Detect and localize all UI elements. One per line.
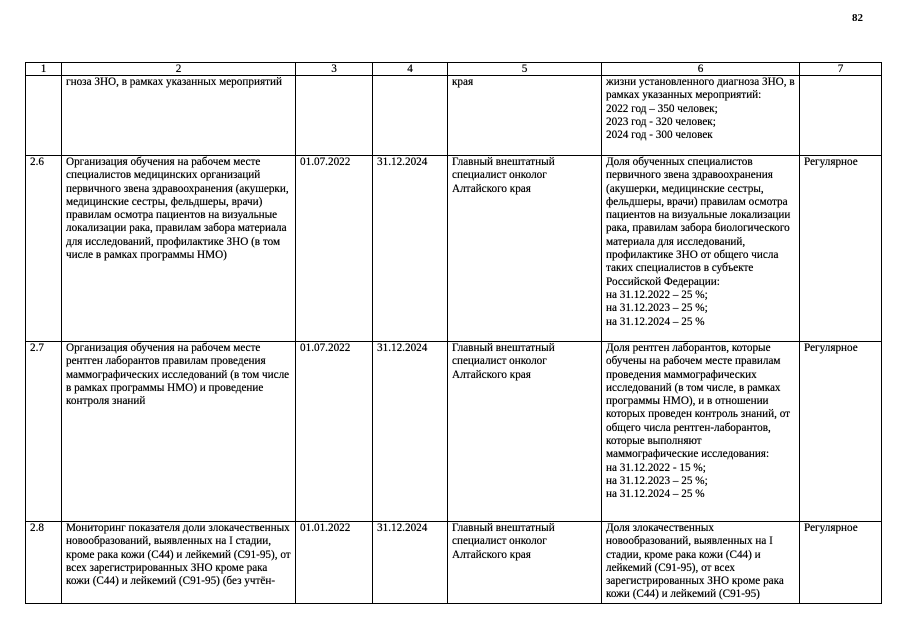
start-date-cell: 01.07.2022: [296, 156, 373, 342]
start-date-cell: 01.07.2022: [296, 342, 373, 522]
column-header: 1: [26, 63, 62, 76]
column-number-row: [26, 63, 882, 76]
end-date-cell: [373, 76, 448, 156]
event-cell: Мониторинг показателя доли злокачественных новообразований, выявленных на I стадии, кроме рака кожи (С44) и лейкемий (С91-95), от всех зарегистрированных ЗНО кроме рака кожи (С44) и лейкемий (С91-95) (без учтён-: [62, 522, 296, 604]
end-date-cell: 31.12.2024: [373, 342, 448, 522]
type-cell: Регулярное: [800, 522, 882, 604]
type-cell: Регулярное: [800, 156, 882, 342]
column-header: 3: [296, 63, 373, 76]
indicator-cell: Доля рентген лаборантов, которые обучены на рабочем месте правилам проведения маммографических исследований (в том числе, в рамках программы НМО), и в отношении которых проведен контроль знаний, от общего числа рентген-лаборантов, которые выполняют маммографические исследования: на 31.12.2022 - 15 %; на 31.12.2023 – 25 %; на 31.12.2024 – 25 %: [602, 342, 800, 522]
event-cell: Организация обучения на рабочем месте рентген лаборантов правилам проведения маммографических исследований (в том числе в рамках программы НМО) и проведение контроля знаний: [62, 342, 296, 522]
indicator-cell: жизни установленного диагноза ЗНО, в рамках указанных мероприятий: 2022 год – 350 человек; 2023 год - 320 человек; 2024 год - 300 человек: [602, 76, 800, 156]
column-header: 5: [448, 63, 602, 76]
responsible-cell: края: [448, 76, 602, 156]
column-header: 6: [602, 63, 800, 76]
event-cell: Организация обучения на рабочем месте специалистов медицинских организаций первичного звена здравоохранения (акушерки, медицинские сестры, фельдшеры, врачи) правилам осмотра пациентов на визуальные локализации рака, правилам забора материала для исследований, профилактике ЗНО (в том числе в рамках программы НМО): [62, 156, 296, 342]
row-number: 2.6: [26, 156, 62, 342]
responsible-cell: Главный внештатный специалист онколог Алтайского края: [448, 156, 602, 342]
table-row: [26, 342, 882, 522]
event-cell: гноза ЗНО, в рамках указанных мероприятий: [62, 76, 296, 156]
table-row: [26, 156, 882, 342]
start-date-cell: [296, 76, 373, 156]
type-cell: Регулярное: [800, 342, 882, 522]
indicator-cell: Доля обученных специалистов первичного звена здравоохранения (акушерки, медицинские сестры, фельдшеры, врачи) правилам осмотра пациентов на визуальные локализации рака, правилам забора биологического материала для исследований, профилактике ЗНО от общего числа таких специалистов в субъекте Российской Федерации: на 31.12.2022 – 25 %; на 31.12.2023 – 25 %; на 31.12.2024 – 25 %: [602, 156, 800, 342]
plan-table: [25, 62, 882, 604]
start-date-cell: 01.01.2022: [296, 522, 373, 604]
row-number: 2.7: [26, 342, 62, 522]
responsible-cell: Главный внештатный специалист онколог Алтайского края: [448, 522, 602, 604]
end-date-cell: 31.12.2024: [373, 522, 448, 604]
row-number: [26, 76, 62, 156]
responsible-cell: Главный внештатный специалист онколог Алтайского края: [448, 342, 602, 522]
column-header: 7: [800, 63, 882, 76]
type-cell: [800, 76, 882, 156]
table-row: [26, 76, 882, 156]
column-header: 2: [62, 63, 296, 76]
table-row: [26, 522, 882, 604]
row-number: 2.8: [26, 522, 62, 604]
indicator-cell: Доля злокачественных новообразований, выявленных на I стадии, кроме рака кожи (С44) и лейкемий (С91-95), от всех зарегистрированных ЗНО кроме рака кожи (С44) и лейкемий (С91-95): [602, 522, 800, 604]
end-date-cell: 31.12.2024: [373, 156, 448, 342]
column-header: 4: [373, 63, 448, 76]
page-number: 82: [852, 12, 863, 24]
